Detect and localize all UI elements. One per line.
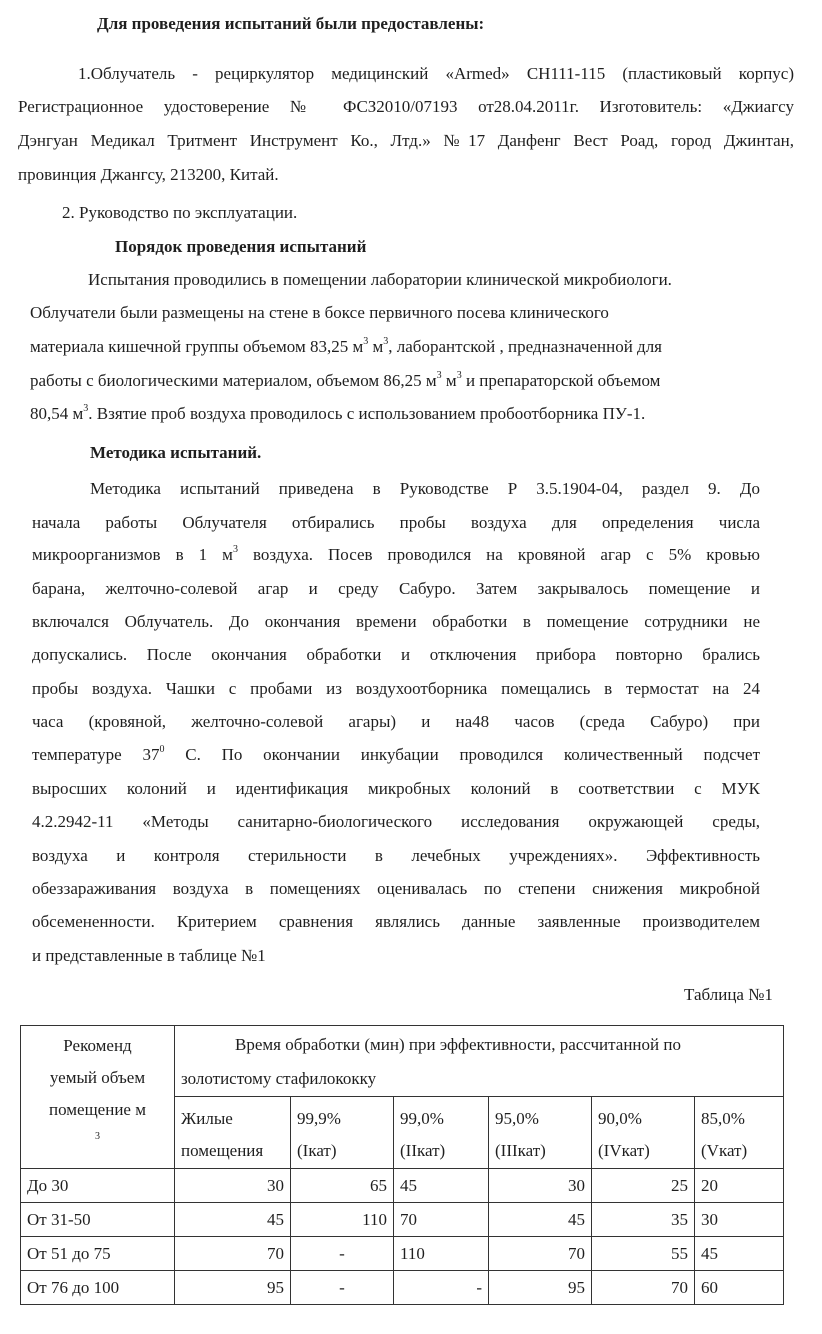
method-line15: и представленные в таблице №1 <box>32 946 266 965</box>
procedure-line3: материала кишечной группы объемом 83,25 $м^3$ $м^3$, лаборантской , предназначенной для <box>30 336 662 356</box>
cell-cat1: 65 <box>291 1169 394 1203</box>
method-line2: начала работы Облучателя отбирались пробы воздуха для определения числа <box>32 513 760 532</box>
table-header-row <box>21 1026 784 1097</box>
cell-cat1: 110 <box>291 1203 394 1237</box>
cell-cat4: 70 <box>592 1271 695 1305</box>
col0-header-line: уемый объем <box>49 1068 146 1087</box>
method-line1: Методика испытаний приведена в Руководстве Р 3.5.1904-04, раздел 9. До <box>90 479 760 498</box>
method-line3: микроорганизмов в 1 $м^3$ воздуха. Посев проводился на кровяной агар с 5% кровью <box>32 544 760 564</box>
col0-header <box>21 1026 175 1169</box>
item1-line2: Регистрационное удостоверение № ФСЗ2010/07193 от28.04.2011г. Изготовитель: «Джиагсу <box>18 97 794 116</box>
subheader-cat5: 85,0% (Vкат) <box>695 1097 784 1169</box>
cell-cat2: 45 <box>394 1169 489 1203</box>
group-header-line: Время обработки (мин) при эффективности, рассчитанной по <box>235 1035 681 1054</box>
table-row <box>21 1203 784 1237</box>
item1-line3: Дэнгуан Медикал Тритмент Инструмент Ко., Лтд.» №17 Данфенг Вест Роад, город Джинтан, <box>18 131 794 150</box>
item1-line4: провинция Джангсу, 213200, Китай. <box>18 165 279 184</box>
cell-cat4: 35 <box>592 1203 695 1237</box>
cell-volume: До 30 <box>21 1169 175 1203</box>
cell-cat1: - <box>291 1237 394 1271</box>
cell-residential: 70 <box>175 1237 291 1271</box>
heading-provided: Для проведения испытаний были предоставлены: <box>97 14 485 33</box>
procedure-line1: Испытания проводились в помещении лаборатории клинической микробиологи. <box>88 270 672 289</box>
table-row <box>21 1237 784 1271</box>
procedure-line2: Облучатели были размещены на стене в боксе первичного посева клинического <box>30 303 609 322</box>
item2: 2. Руководство по эксплуатации. <box>62 203 298 222</box>
table-caption: Таблица №1 <box>684 985 773 1004</box>
subheader-cat2: 99,0% (IIкат) <box>394 1097 489 1169</box>
cell-cat4: 55 <box>592 1237 695 1271</box>
method-line10: выросших колоний и идентификация микробных колоний в соответствии с МУК <box>32 779 760 798</box>
cell-cat4: 25 <box>592 1169 695 1203</box>
cell-cat2: - <box>394 1271 489 1305</box>
group-header <box>175 1026 784 1097</box>
col0-header-line: Рекоменд <box>63 1036 132 1055</box>
method-line13: обеззараживания воздуха в помещениях оценивалась по степени снижения микробной <box>32 879 760 898</box>
subheader-cat3: 95,0% (IIIкат) <box>489 1097 592 1169</box>
subheader-cat4: 90,0% (IVкат) <box>592 1097 695 1169</box>
procedure-line5: 80,54 $м^3$. Взятие проб воздуха проводилось с использованием пробоотборника ПУ-1. <box>30 403 646 423</box>
method-line6: допускались. После окончания обработки и отключения прибора повторно брались <box>32 645 760 664</box>
item1-line1: 1.Облучатель - рециркулятор медицинский «Armed» СН111-115 (пластиковый корпус) <box>78 64 794 83</box>
table-row <box>21 1169 784 1203</box>
procedure-line4: работы с биологическими материалом, объемом 86,25 $м^3$ $м^3$ и препараторской объемом <box>30 370 661 390</box>
method-line11: 4.2.2942-11 «Методы санитарно-биологического исследования окружающей среды, <box>32 812 760 831</box>
cell-cat5: 60 <box>695 1271 784 1305</box>
cell-residential: 95 <box>175 1271 291 1305</box>
group-header-line: золотистому стафилококку <box>181 1069 377 1088</box>
col0-header-line: помещение м $^3$ <box>49 1100 146 1143</box>
table-row <box>21 1271 784 1305</box>
cell-cat5: 20 <box>695 1169 784 1203</box>
subheader-residential: Жилые помещения <box>175 1097 291 1169</box>
cell-cat3: 30 <box>489 1169 592 1203</box>
cell-cat5: 30 <box>695 1203 784 1237</box>
cell-cat1: - <box>291 1271 394 1305</box>
cell-volume: От 31-50 <box>21 1203 175 1237</box>
cell-residential: 45 <box>175 1203 291 1237</box>
method-line9: температуре $37^0$ С. По окончании инкубации проводился количественный подсчет <box>32 744 760 764</box>
cell-cat2: 110 <box>394 1237 489 1271</box>
heading-method: Методика испытаний. <box>90 443 262 462</box>
data-table <box>20 1025 784 1305</box>
cell-residential: 30 <box>175 1169 291 1203</box>
cell-cat3: 70 <box>489 1237 592 1271</box>
cell-volume: От 76 до 100 <box>21 1271 175 1305</box>
method-line5: включался Облучатель. До окончания времени обработки в помещение сотрудники не <box>32 612 760 631</box>
method-line12: воздуха и контроля стерильности в лечебных учреждениях». Эффективность <box>32 846 760 865</box>
cell-cat5: 45 <box>695 1237 784 1271</box>
heading-procedure: Порядок проведения испытаний <box>115 237 367 256</box>
cell-volume: От 51 до 75 <box>21 1237 175 1271</box>
cell-cat2: 70 <box>394 1203 489 1237</box>
method-line7: пробы воздуха. Чашки с пробами из воздухоотборника помещались в термостат на 24 <box>32 679 760 698</box>
cell-cat3: 95 <box>489 1271 592 1305</box>
method-line14: обсемененности. Критерием сравнения являлись данные заявленные производителем <box>32 912 760 931</box>
method-line8: часа (кровяной, желточно-солевой агары) и на48 часов (среда Сабуро) при <box>32 712 760 731</box>
method-line4: барана, желточно-солевой агар и среду Сабуро. Затем закрывалось помещение и <box>32 579 760 598</box>
subheader-cat1: 99,9% (Iкат) <box>291 1097 394 1169</box>
cell-cat3: 45 <box>489 1203 592 1237</box>
